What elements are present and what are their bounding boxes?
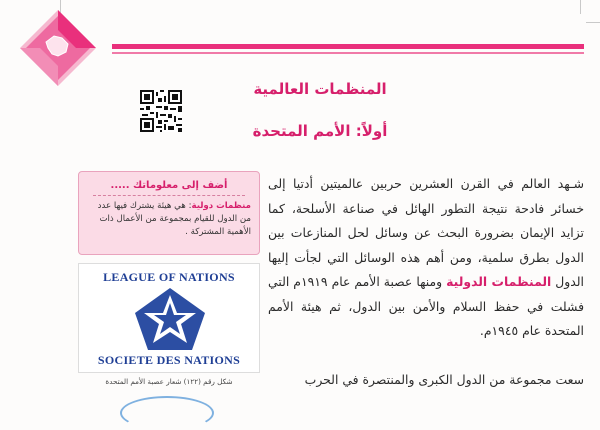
partial-figure	[120, 396, 214, 430]
decorative-diamond-emblem	[18, 8, 98, 88]
logo-line-french: SOCIETE DES NATIONS	[97, 353, 241, 367]
header-stripe-thin	[112, 52, 584, 54]
page-title: المنظمات العالمية	[253, 80, 387, 98]
pentagon-star-icon	[133, 286, 207, 352]
qr-code[interactable]	[140, 90, 182, 132]
crop-mark	[586, 22, 600, 23]
body-paragraph	[268, 172, 584, 344]
divider	[93, 195, 245, 196]
info-box-definition: : هي هيئة يشترك فيها عدد من الدول للقيام بمجموعة من الأعمال ذات الأهمية المشتركة .	[97, 201, 251, 237]
body-paragraph: سعت مجموعة من الدول الكبرى والمنتصرة في الحرب	[304, 372, 584, 387]
highlighted-term: المنظمات الدولية	[446, 274, 552, 289]
logo-line-english: LEAGUE OF NATIONS	[103, 270, 235, 284]
info-box-term: منظمات دولية	[191, 201, 251, 211]
paragraph-text: ومنها عصبة الأمم عام ١٩١٩م التي فشلت في حفظ السلام والأمن بين الدول، ثم هيئة الأمم المتحدة عام ١٩٤٥م.	[268, 274, 584, 338]
league-of-nations-logo	[78, 263, 260, 373]
figure-caption: شكل رقم (١٢٢) شعار عصبة الأمم المتحدة	[105, 377, 233, 386]
section-heading: أولاً: الأمم المتحدة	[252, 122, 388, 140]
header-stripe	[112, 44, 584, 49]
crop-mark	[580, 0, 581, 14]
info-box-heading: أضف إلى معلوماتك .....	[110, 180, 228, 191]
info-box	[78, 171, 260, 255]
info-box-text	[87, 200, 251, 239]
paragraph-text: شـهد العالم في القرن العشرين حربين عالميتين أدتيا إلى خسائر فادحة نتيجة التطور الهائل في صناعة الأسلحة، كما تزايد الإيمان بضرورة البحث عن وسائل لحل المنازعات بين الدول بطرق سلمية، ومن أهم هذه الوسائل التي لجأت إليها الدول	[268, 176, 584, 289]
